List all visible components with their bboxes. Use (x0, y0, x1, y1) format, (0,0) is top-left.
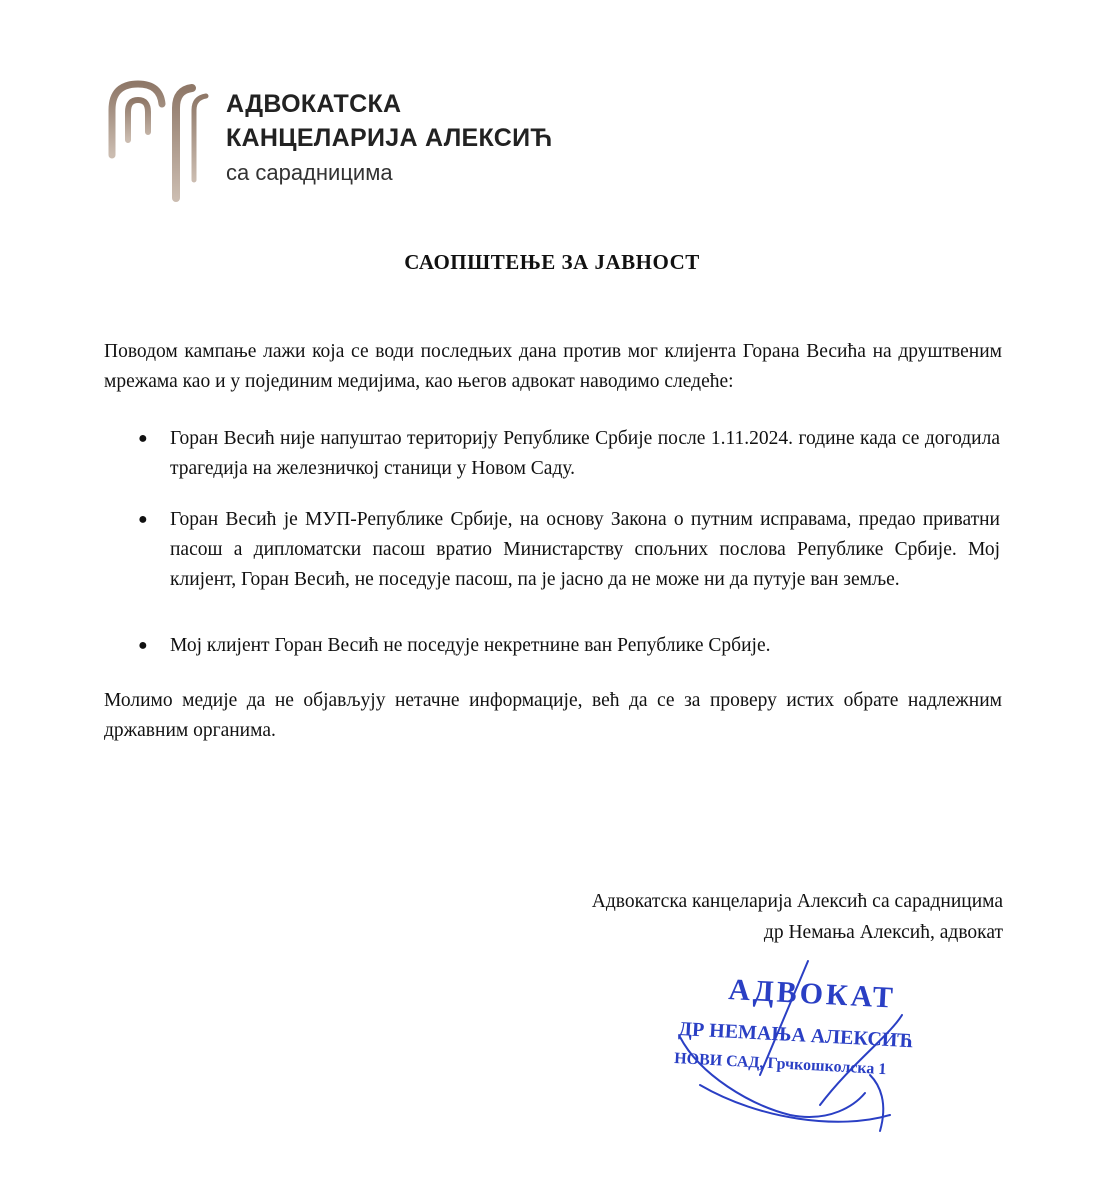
closing-paragraph: Молимо медије да не објављују нетачне информације, већ да се за проверу истих обрате надлежним државним органима. (104, 690, 1002, 741)
signature-name: др Немања Алексић, адвокат (763, 922, 1003, 943)
stamp-line2: ДР НЕМАЊА АЛЕКСИЋ (677, 1018, 914, 1053)
bullet-text: Мој клијент Горан Весић не поседује некретнине ван Републике Србије. (170, 635, 771, 656)
document-title: САОПШТЕЊЕ ЗА ЈАВНОСТ (404, 250, 700, 274)
bullet-text: Горан Весић није напуштао територију Републике Србије после 1.11.2024. године када се догодила трагедија на железничкој станици у Новом Саду. (170, 428, 1000, 479)
bullet-icon: ● (138, 511, 148, 528)
firm-name-line1: АДВОКАТСКА (226, 90, 402, 118)
firm-logo-icon (106, 80, 216, 202)
signature-firm: Адвокатска канцеларија Алексић са сарадницима (591, 891, 1003, 912)
lawyer-stamp (640, 955, 930, 1145)
stamp-line1: АДВОКАТ (727, 973, 897, 1015)
bullet-icon: ● (138, 430, 148, 447)
firm-name-line3: са сарадницима (226, 160, 393, 185)
bullet-text: Горан Весић је МУП-Републике Србије, на основу Закона о путним исправама, предао приватни пасош а дипломатски пасош вратио Министарству спољних послова Републике Србије. Мој клијент, Горан Весић, не поседује пасош, па је јасно да не може ни да путује ван земље. (170, 509, 1000, 590)
stamp-line3: НОВИ САД, Грчкошколска 1 (673, 1050, 887, 1079)
intro-paragraph: Поводом кампање лажи која се води последњих дана против мог клијента Горана Весића на друштвеним мрежама као и у појединим медијима, као његов адвокат наводимо следеће: (104, 341, 1002, 392)
bullet-icon: ● (138, 637, 148, 654)
firm-name-line2: КАНЦЕЛАРИЈА АЛЕКСИЋ (226, 124, 553, 152)
